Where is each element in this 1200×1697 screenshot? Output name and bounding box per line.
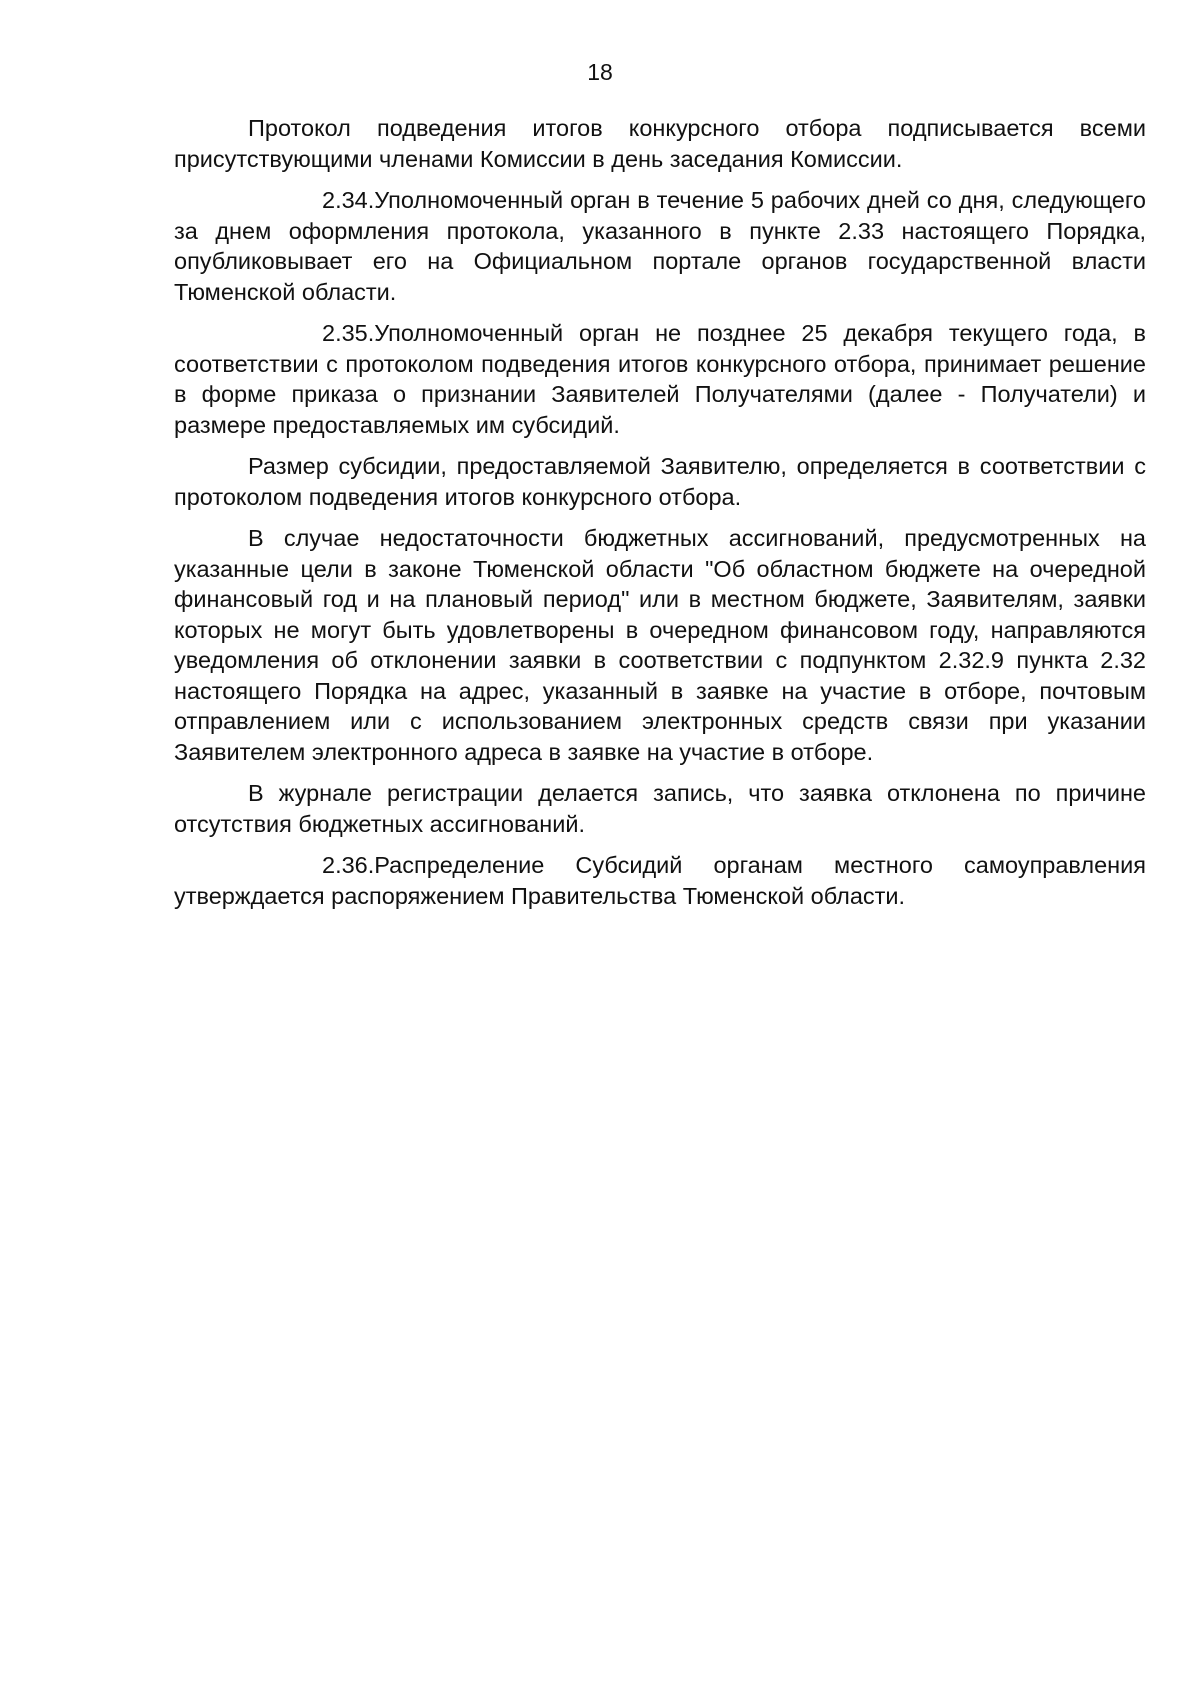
paragraph-text: Распределение Субсидий органам местного самоуправления утверждается распоряжением Правительства Тюменской области.: [174, 852, 1146, 909]
clause-number: 2.35.: [322, 320, 375, 346]
paragraph-text: Уполномоченный орган не позднее 25 декабря текущего года, в соответствии с протоколом подведения итогов конкурсного отбора, принимает решение в форме приказа о признании Заявителей Получателями (далее - Получатели) и размере предоставляемых им субсидий.: [174, 320, 1146, 438]
paragraph-2-34: [174, 185, 1146, 307]
document-body: [174, 113, 1146, 922]
paragraph-2-35: [174, 318, 1146, 440]
paragraph-text: Размер субсидии, предоставляемой Заявителю, определяется в соответствии с протоколом подведения итогов конкурсного отбора.: [174, 453, 1146, 510]
clause-number: 2.36.: [322, 852, 375, 878]
paragraph-text: Протокол подведения итогов конкурсного отбора подписывается всеми присутствующими членами Комиссии в день заседания Комиссии.: [174, 115, 1146, 172]
paragraph-protocol-signing: [174, 113, 1146, 174]
paragraph-2-36: [174, 850, 1146, 911]
paragraph-insufficient-funds: [174, 523, 1146, 767]
paragraph-text: Уполномоченный орган в течение 5 рабочих дней со дня, следующего за днем оформления протокола, указанного в пункте 2.33 настоящего Порядка, опубликовывает его на Официальном портале органов государственной власти Тюменской области.: [174, 187, 1146, 305]
paragraph-subsidy-size: [174, 451, 1146, 512]
paragraph-text: В случае недостаточности бюджетных ассигнований, предусмотренных на указанные цели в законе Тюменской области "Об областном бюджете на очередной финансовый год и на плановый период" или в местном бюджете, Заявителям, заявки которых не могут быть удовлетворены в очередном финансовом году, направляются уведомления об отклонении заявки в соответствии с подпунктом 2.32.9 пункта 2.32 настоящего Порядка на адрес, указанный в заявке на участие в отборе, почтовым отправлением или с использованием электронных средств связи при указании Заявителем электронного адреса в заявке на участие в отборе.: [174, 525, 1146, 765]
clause-number: 2.34.: [322, 187, 375, 213]
page-number: 18: [587, 59, 613, 85]
paragraph-text: В журнале регистрации делается запись, что заявка отклонена по причине отсутствия бюджетных ассигнований.: [174, 780, 1146, 837]
paragraph-registration-journal: [174, 778, 1146, 839]
